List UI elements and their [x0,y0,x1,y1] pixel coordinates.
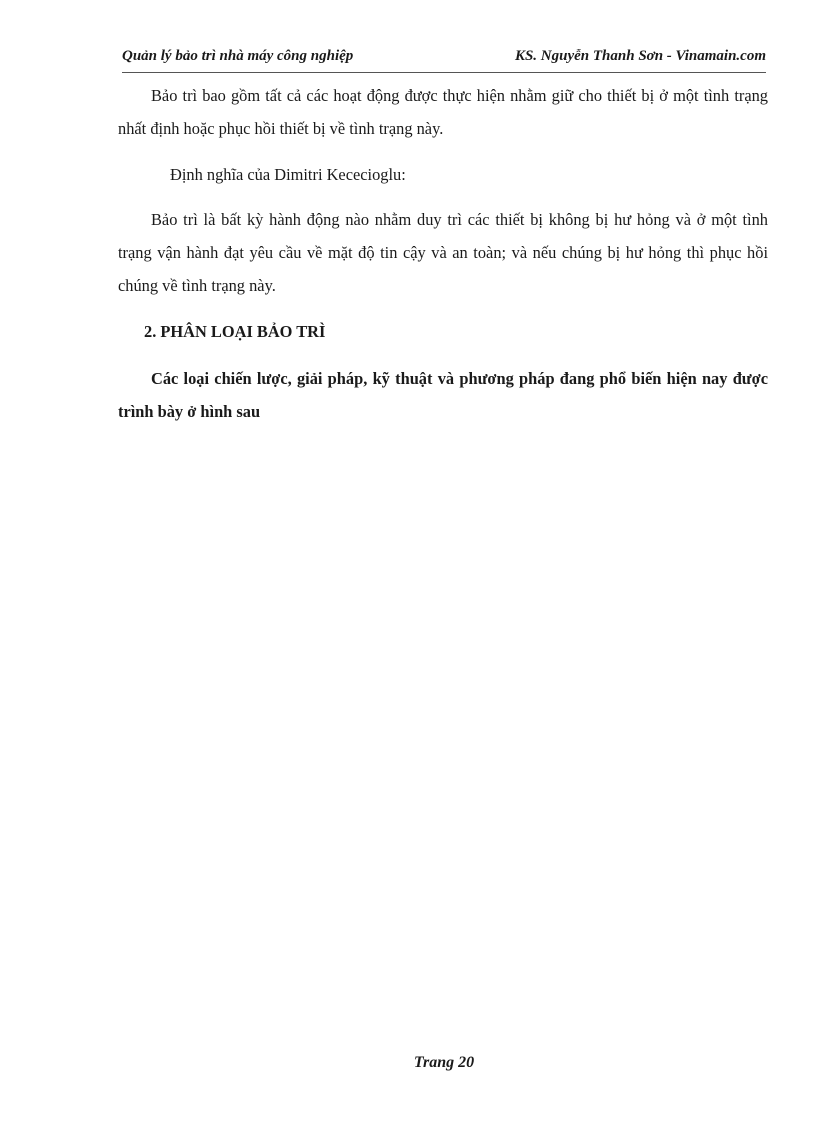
section-heading: 2. PHÂN LOẠI BẢO TRÌ [144,322,326,341]
paragraph-classification-intro: Các loại chiến lược, giải pháp, kỹ thuật và phương pháp đang phổ biến hiện nay được trình bày ở hình sau [118,369,768,421]
paragraph-kececioglu-intro: Định nghĩa của Dimitri Kececioglu: [170,165,406,184]
page-header [122,46,766,73]
paragraph-kececioglu-definition: Bảo trì là bất kỳ hành động nào nhằm duy trì các thiết bị không bị hư hỏng và ở một tình trạng vận hành đạt yêu cầu về mặt độ tin cậy và an toàn; và nếu chúng bị hư hỏng thì phục hồi chúng về tình trạng này. [118,210,768,295]
header-author: KS. Nguyễn Thanh Sơn - Vinamain.com [514,48,766,64]
page-number: Trang 20 [413,1054,475,1071]
header-title: Quản lý bảo trì nhà máy công nghiệp [122,48,354,64]
paragraph-maintenance-definition: Bảo trì bao gồm tất cả các hoạt động được thực hiện nhằm giữ cho thiết bị ở một tình trạng nhất định hoặc phục hồi thiết bị về tình trạng này. [118,86,768,138]
